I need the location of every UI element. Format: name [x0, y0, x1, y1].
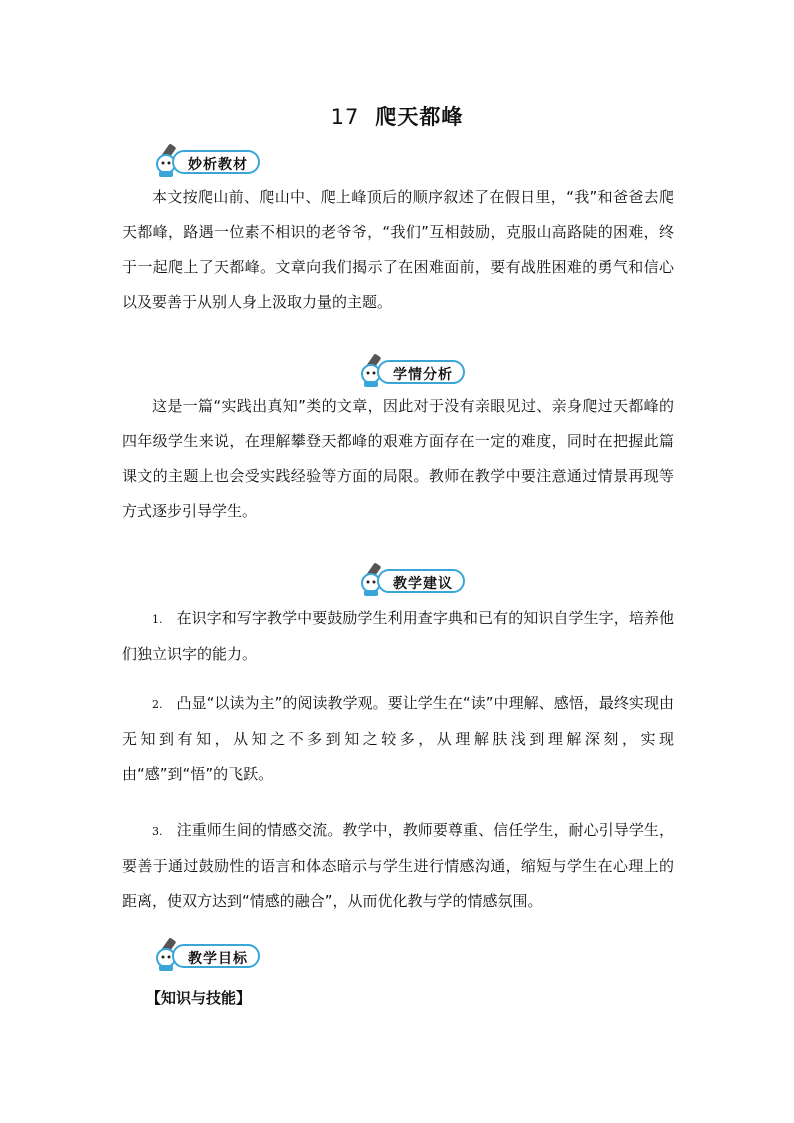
badge-pill: [172, 944, 260, 968]
item-text: 在识字和写字教学中要鼓励学生利用查字典和已有的知识自学生字，培养他们独立识字的能力。: [122, 609, 674, 663]
suggestion-item: [122, 601, 674, 672]
section-badge-goals: [150, 936, 262, 970]
suggestion-item: [122, 686, 674, 792]
item-text: 凸显“以读为主”的阅读教学观。要让学生在“读”中理解、感悟，最终实现由无知到有知，从知之不多到知之较多，从理解肤浅到理解深刻，实现由“感”到“悟”的飞跃。: [122, 694, 674, 783]
section-badge-analysis: [150, 142, 262, 176]
section-badge-students: [355, 352, 467, 386]
item-number: 1.: [152, 613, 163, 626]
badge-label: 教学目标: [188, 951, 248, 967]
item-number: 2.: [152, 698, 163, 711]
badge-label: 学情分析: [393, 367, 453, 383]
badge-label: 教学建议: [393, 576, 453, 592]
item-text: 注重师生间的情感交流。教学中，教师要尊重、信任学生，耐心引导学生，要善于通过鼓励性的语言和体态暗示与学生进行情感沟通，缩短与学生在心理上的距离，使双方达到“情感的融合”，从而优化教与学的情感氛围。: [122, 821, 674, 910]
analysis-paragraph: 本文按爬山前、爬山中、爬上峰顶后的顺序叙述了在假日里，“我”和爸爸去爬天都峰，路遇一位素不相识的老爷爷，“我们”互相鼓励，克服山高路陡的困难，终于一起爬上了天都峰。文章向我们揭示了在困难面前，要有战胜困难的勇气和信心以及要善于从别人身上汲取力量的主题。: [122, 188, 674, 311]
lesson-number: 17: [330, 105, 360, 129]
badge-pill: [172, 150, 260, 174]
section-badge-suggestions: [355, 561, 467, 595]
lesson-name: 爬天都峰: [375, 105, 464, 129]
item-number: 3.: [152, 825, 163, 838]
badge-label: 妙析教材: [188, 157, 248, 173]
lesson-title: [0, 101, 794, 131]
suggestion-item: [122, 813, 674, 919]
students-paragraph: 这是一篇“实践出真知”类的文章，因此对于没有亲眼见过、亲身爬过天都峰的四年级学生来说，在理解攀登天都峰的艰难方面存在一定的难度，同时在把握此篇课文的主题上也会受实践经验等方面的局限。教师在教学中要注意通过情景再现等方式逐步引导学生。: [122, 397, 674, 520]
badge-pill: [377, 360, 465, 384]
goals-subheading: 【知识与技能】: [146, 989, 252, 1007]
badge-pill: [377, 569, 465, 593]
